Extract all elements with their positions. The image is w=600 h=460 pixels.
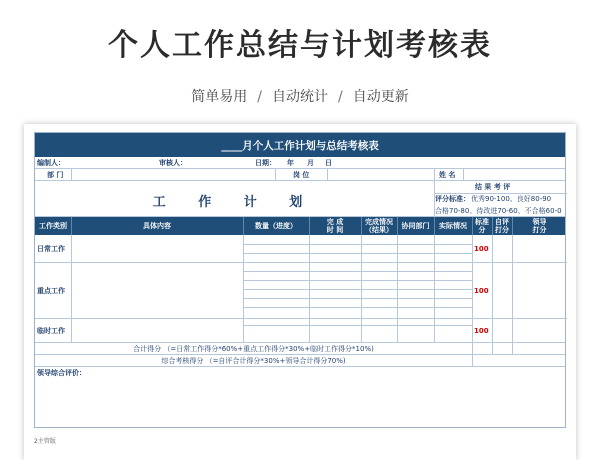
col-coop-dept: 协同部门 bbox=[401, 222, 430, 230]
category-key: 重点工作 bbox=[37, 286, 65, 295]
assessment-form bbox=[34, 132, 566, 428]
standard-score-temporary: 100 bbox=[474, 327, 489, 335]
col-category: 工作类别 bbox=[39, 222, 67, 230]
standard-score-daily: 100 bbox=[474, 245, 489, 253]
plan-header-area bbox=[35, 181, 565, 217]
day-label: 日 bbox=[325, 158, 332, 167]
feature-tag: 简单易用 bbox=[191, 89, 248, 105]
feature-tag: 自动更新 bbox=[352, 89, 409, 105]
category-daily: 日常工作 bbox=[37, 245, 65, 253]
date-label: 日期： bbox=[255, 158, 276, 167]
plan-title: 工 作 计 划 bbox=[152, 195, 317, 210]
dept-label: 部 门 bbox=[47, 170, 64, 179]
footnote: 2主管版 bbox=[34, 438, 56, 445]
col-actual: 实际情况 bbox=[439, 222, 467, 230]
feature-tag: 自动统计 bbox=[272, 89, 328, 105]
spreadsheet-preview bbox=[24, 124, 576, 460]
overall-score-formula: 综合考核得分 （=自评合计得分*30%+领导合计得分70%) bbox=[161, 356, 346, 365]
name-label: 姓 名 bbox=[439, 170, 456, 179]
page-title: 个人工作总结与计划考核表 bbox=[108, 28, 492, 63]
form-banner: ____月个人工作计划与总结考核表 bbox=[35, 133, 565, 157]
col-quantity: 数量（进度） bbox=[255, 222, 297, 230]
month-label: 月 bbox=[307, 158, 314, 167]
preparer-label: 编制人： bbox=[37, 158, 65, 167]
work-body bbox=[35, 235, 565, 343]
info-row bbox=[35, 157, 565, 169]
leader-eval-area bbox=[35, 367, 565, 429]
category-temporary: 临时工作 bbox=[37, 327, 65, 335]
criteria-line-2: 合格70-80、待改进70-60、不合格60-0 bbox=[435, 207, 562, 215]
position-label: 岗 位 bbox=[293, 170, 310, 179]
assessment-title: 结 果 考 评 bbox=[475, 183, 511, 191]
tag-separator: / bbox=[257, 89, 262, 105]
total-score-formula: 合计得分 （=日常工作得分*60%+重点工作得分*30%+临时工作得分*10%) bbox=[133, 344, 374, 353]
criteria-line-1: 优秀90-100、良好80-90 bbox=[471, 195, 552, 203]
col-result: 完成情况 （结果） bbox=[365, 218, 393, 234]
col-standard-score: 标准 分 bbox=[475, 218, 489, 234]
total-score-row bbox=[35, 343, 565, 355]
overall-score-row bbox=[35, 355, 565, 367]
dept-row bbox=[35, 169, 565, 181]
tag-separator: / bbox=[338, 89, 343, 105]
criteria-label: 评分标准： bbox=[435, 195, 470, 203]
feature-tags bbox=[0, 86, 600, 106]
year-label: 年 bbox=[287, 158, 294, 167]
leader-eval-label: 领导综合评价： bbox=[37, 369, 86, 377]
col-content: 具体内容 bbox=[143, 222, 171, 230]
reviewer-label: 审核人： bbox=[159, 158, 187, 167]
standard-score-key: 100 bbox=[474, 286, 489, 295]
col-finish-time: 完 成 时 间 bbox=[326, 218, 344, 234]
column-header-bar bbox=[35, 217, 565, 235]
col-self-score: 自评 打分 bbox=[495, 218, 509, 234]
col-leader-score: 领导 打分 bbox=[532, 218, 547, 234]
